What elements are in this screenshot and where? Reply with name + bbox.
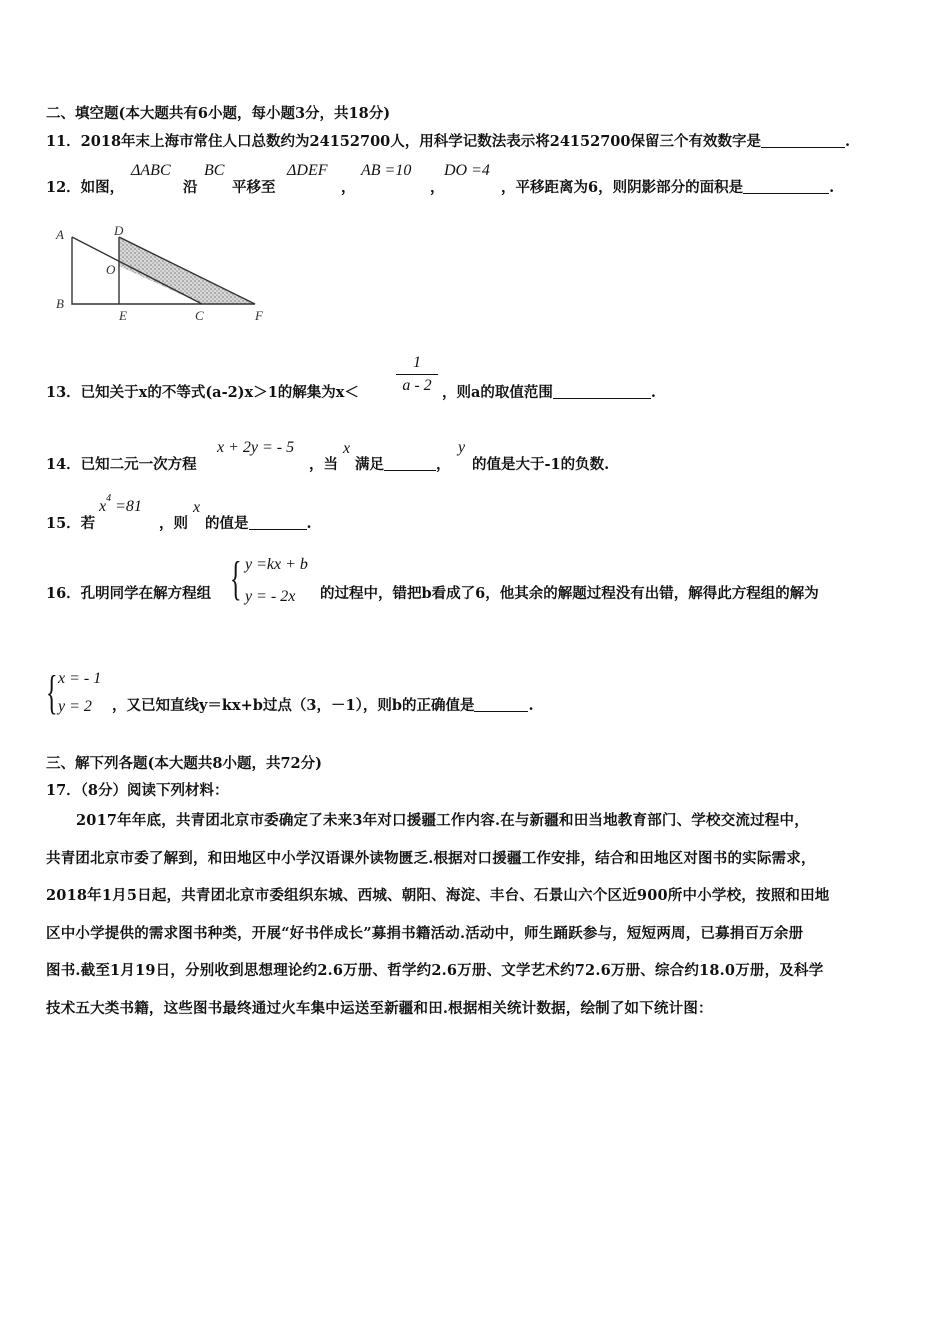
solution-y: y = 2	[58, 698, 92, 715]
length-ab: AB =10	[361, 162, 412, 179]
paragraph-line: 图书.截至1月19日，分别收到思想理论约2.6万册、哲学约2.6万册、文学艺术约72.6万册、综合约18.0万册，及科学	[46, 962, 824, 979]
question-16-prefix: 16．孔明同学在解方程组	[46, 585, 212, 602]
equation-system-brace: {	[230, 552, 242, 605]
answer-blank	[249, 515, 307, 530]
question-16-rest-2: ，又已知直线y＝kx+b过点（3，－1），则b的正确值是 .	[112, 697, 534, 714]
solution-x: x = - 1	[58, 670, 102, 687]
question-14-prefix: 14．已知二元一次方程	[46, 456, 197, 473]
reading-material	[46, 802, 916, 1027]
section-heading-solve: 三、解下列各题(本大题共8小题，共72分)	[46, 755, 322, 772]
label-b: B	[56, 296, 64, 311]
q12-comma-1: ，	[341, 179, 356, 196]
label-c: C	[195, 308, 204, 323]
paragraph-line: 区中小学提供的需求图书种类，开展“好书伴成长”募捐书籍活动.活动中，师生踊跃参与，短短两周，已募捐百万余册	[46, 924, 804, 942]
equation-x-2y: x + 2y = - 5	[217, 439, 295, 456]
q14-var-y: y	[458, 439, 466, 456]
answer-blank	[474, 697, 528, 712]
triangle-abc: ΔABC	[131, 162, 171, 179]
question-13-rest: ，则a的取值范围 .	[442, 384, 656, 401]
q14-when: ，当	[309, 456, 338, 473]
q14-var-x: x	[343, 440, 351, 457]
question-15-rest: 的值是 .	[205, 515, 312, 532]
paragraph-line: 2017年年底，共青团北京市委确定了未来3年对口援疆工作内容.在与新疆和田当地教育部门、学校交流过程中，	[76, 812, 809, 829]
q15-var-x: x	[193, 499, 201, 516]
question-11-text: 11．2018年末上海市常住人口总数约为24152700人，用科学记数法表示将24152700保留三个有效数字是	[46, 133, 761, 150]
question-17-title: 17．（8分）阅读下列材料：	[46, 782, 229, 799]
q15-then: ，则	[159, 515, 188, 532]
paragraph-line: 共青团北京市委了解到，和田地区中小学汉语课外读物匮乏.根据对口援疆工作安排，结合和田地区对图书的实际需求，	[46, 849, 816, 867]
label-a: A	[56, 227, 64, 242]
label-d: D	[114, 223, 124, 238]
answer-blank	[553, 384, 651, 399]
paragraph-line: 2018年1月5日起，共青团北京市委组织东城、西城、朝阳、海淀、丰台、石景山六个区近900所中小学校，按照和田地	[46, 887, 830, 904]
translation-figure	[50, 220, 280, 330]
question-12-rest: ，平移距离为6，则阴影部分的面积是 .	[501, 179, 835, 196]
length-do: DO =4	[444, 162, 490, 179]
solution-brace: {	[46, 666, 58, 719]
segment-bc: BC	[204, 162, 225, 179]
triangle-def: ΔDEF	[287, 162, 328, 179]
equation-x4-81: $x^4 =81$	[99, 493, 142, 515]
section-heading-fill-blank: 二、填空题(本大题共有6小题，每小题3分，共18分)	[46, 105, 391, 122]
label-o: O	[106, 262, 116, 277]
equation-y-kx-b: y =kx + b	[245, 556, 308, 573]
q12-comma-2: ，	[430, 179, 445, 196]
question-11: 11．2018年末上海市常住人口总数约为24152700人，用科学记数法表示将24152700保留三个有效数字是 .	[46, 133, 851, 150]
answer-blank	[761, 133, 845, 148]
fraction-1-over-a-minus-2: 1 a - 2	[396, 354, 438, 395]
answer-blank	[743, 179, 829, 194]
question-12-prefix: 12．如图，	[46, 179, 125, 196]
question-15-prefix: 15．若	[46, 515, 96, 532]
equation-y-minus-2x: y = - 2x	[245, 588, 296, 605]
label-f: F	[255, 308, 263, 323]
label-e: E	[119, 308, 127, 323]
question-14-rest: 的值是大于-1的负数.	[472, 456, 610, 473]
answer-blank	[384, 456, 436, 471]
question-16-rest: 的过程中，错把b看成了6，他其余的解题过程没有出错，解得此方程组的解为	[320, 585, 819, 602]
q14-satisfy: 满足 ，	[355, 456, 451, 473]
q12-move-to: 平移至	[232, 179, 276, 196]
question-13-text: 13．已知关于x的不等式(a-2)x＞1的解集为x＜	[46, 384, 359, 401]
paragraph-line: 技术五大类书籍，这些图书最终通过火车集中运送至新疆和田.根据相关统计数据，绘制了如下统计图：	[46, 999, 713, 1017]
q12-along: 沿	[183, 179, 198, 196]
